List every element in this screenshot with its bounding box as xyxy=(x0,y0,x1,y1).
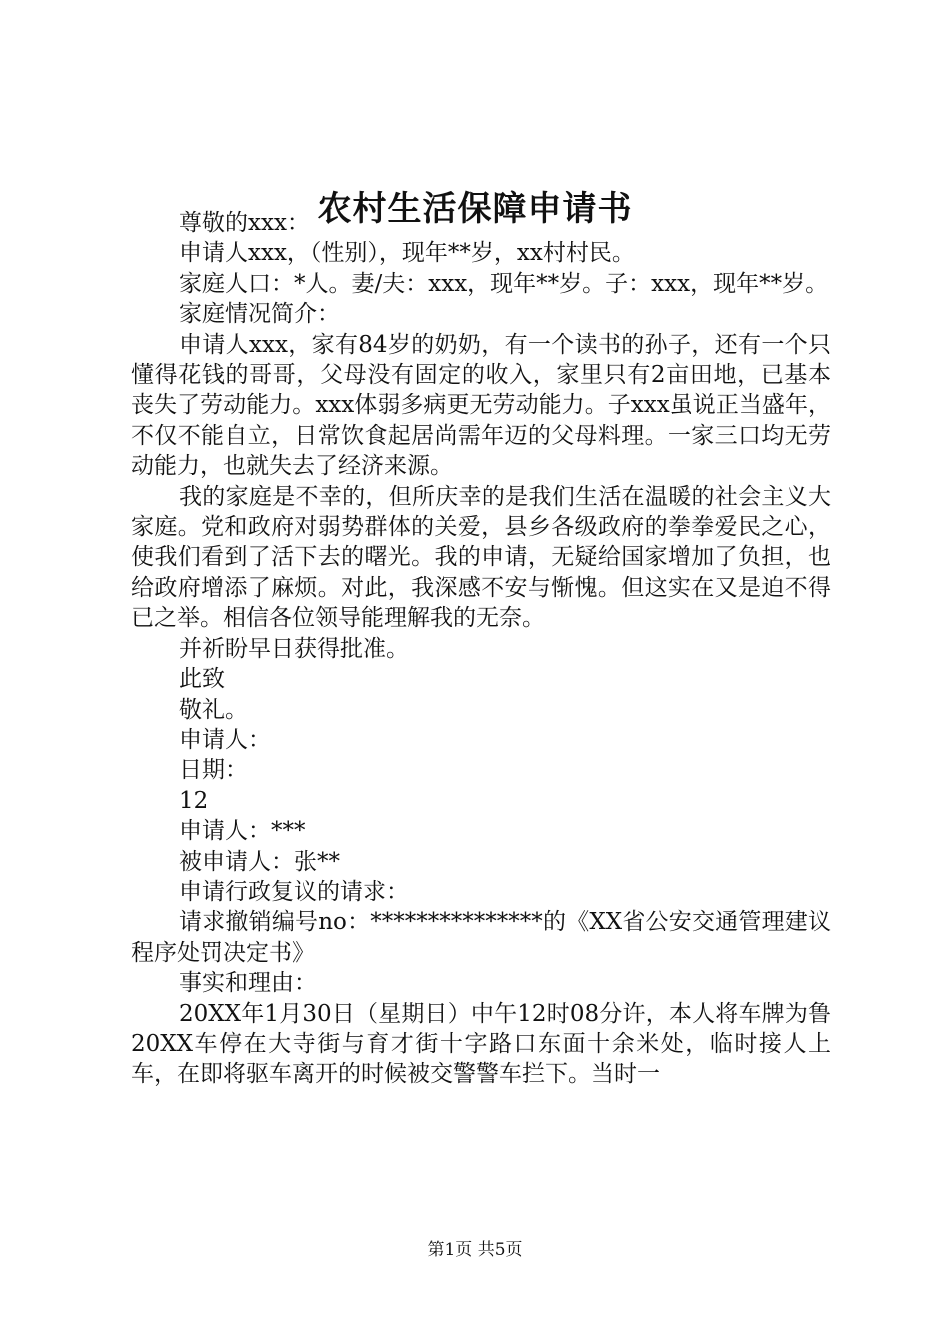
applicant-signature-line: 申请人： xyxy=(179,726,271,753)
family-members: 家庭人口：*人。妻/夫：xxx，现年**岁。子：xxx，现年**岁。 xyxy=(179,270,829,297)
regards-line: 敬礼。 xyxy=(179,696,248,723)
section-number: 12 xyxy=(179,787,209,814)
document-body xyxy=(131,208,831,1090)
salutation: 尊敬的xxx： xyxy=(179,210,310,236)
document-title: 农村生活保障申请书 xyxy=(317,189,633,229)
facts-heading: 事实和理由： xyxy=(179,970,317,997)
review-request-heading: 申请行政复议的请求： xyxy=(179,878,409,905)
closing-line: 此致 xyxy=(179,666,225,693)
applicant-info: 申请人xxx，（性别），现年**岁，xx村村民。 xyxy=(179,240,635,267)
petitioner-line: 申请人：*** xyxy=(179,818,306,845)
facts-paragraph: 20XX年1月30日（星期日）中午12时08分许，本人将车牌为鲁20XX车停在大寺街与育才街十字路口东面十余米处，临时接人上车，在即将驱车离开的时候被交警警车拦下。当时一 xyxy=(131,1000,831,1088)
gratitude-paragraph: 我的家庭是不幸的，但所庆幸的是我们生活在温暖的社会主义大家庭。党和政府对弱势群体的关爱，县乡各级政府的拳拳爱民之心，使我们看到了活下去的曙光。我的申请，无疑给国家增加了负担，也给政府增添了麻烦。对此，我深感不安与惭愧。但这实在又是迫不得已之举。相信各位领导能理解我的无奈。 xyxy=(131,483,831,632)
family-intro-heading: 家庭情况简介： xyxy=(179,301,340,328)
page-footer: 第1页 共5页 xyxy=(427,1240,523,1260)
respondent-line: 被申请人：张** xyxy=(179,848,340,875)
review-request-paragraph: 请求撤销编号no：***************的《XX省公安交通管理建议程序处罚决定书》 xyxy=(131,909,831,966)
date-line: 日期： xyxy=(179,757,248,784)
family-intro-paragraph: 申请人xxx，家有84岁的奶奶，有一个读书的孙子，还有一个只懂得花钱的哥哥，父母没有固定的收入，家里只有2亩田地，已基本丧失了劳动能力。xxx体弱多病更无劳动能力。子xxx虽说正当盛年，不仅不能自立，日常饮食起居尚需年迈的父母料理。一家三口均无劳动能力，也就失去了经济来源。 xyxy=(131,331,831,480)
request-line: 并祈盼早日获得批准。 xyxy=(179,635,409,662)
